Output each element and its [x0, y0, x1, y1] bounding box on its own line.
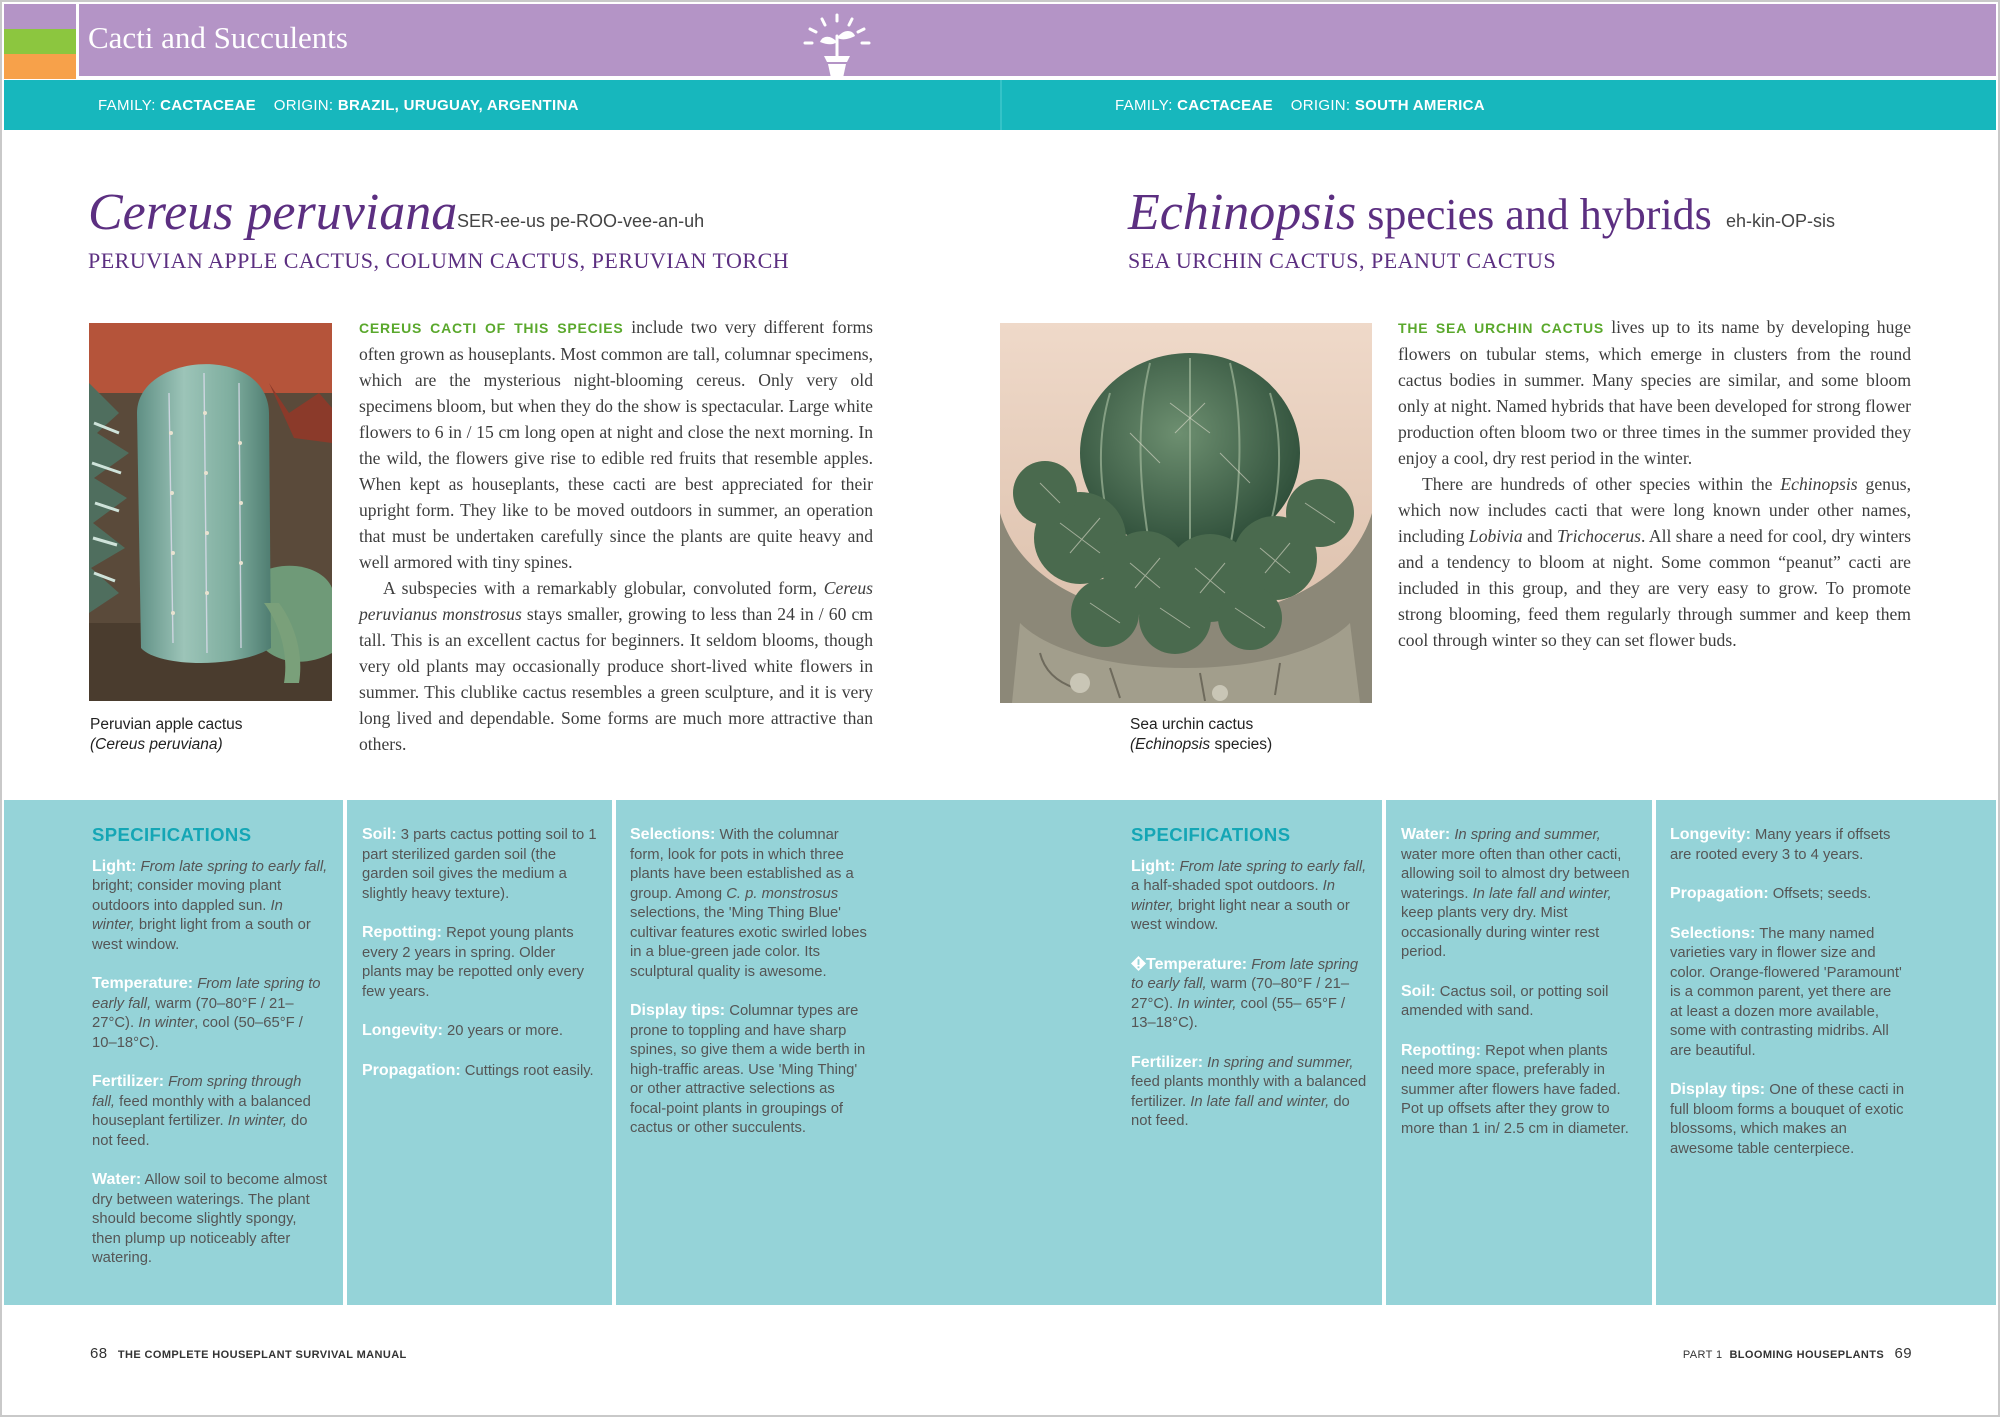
left-spec-display-tips: Display tips: Columnar types are prone to toppling and have sharp spines, so give them a wide berth in high-traffic areas. Use 'Ming Thing' or other attractive selections as focal-point plants in groupings of cactus or other succulents.	[630, 1002, 866, 1136]
right-scientific-name: Echinopsis species and hybrids	[1128, 184, 1712, 241]
right-spec-fertilizer: Fertilizer: In spring and summer, feed plants monthly with a balanced fertilizer. In late fall and winter, do not feed.	[1131, 1053, 1367, 1129]
tab-green	[4, 29, 76, 54]
left-photo-caption: Peruvian apple cactus (Cereus peruviana)	[90, 716, 243, 753]
tab-orange	[4, 54, 76, 79]
left-spec-selections: Selections: With the columnar form, look for pots in which three plants have been established as a group. Among C. p. monstrosus selections, the 'Ming Thing Blue' cultivar features exotic swirled lobes in a blue-green jade color. Its sculptural quality is awesome.	[630, 826, 867, 980]
spec-divider	[1382, 800, 1386, 1305]
color-tabs	[4, 4, 76, 80]
spec-divider	[343, 800, 347, 1305]
potted-plant-icon	[800, 12, 874, 78]
left-body-text: CEREUS CACTI OF THIS SPECIES include two very different forms often grown as houseplants. Most common are tall, columnar specimens, which are the mysterious night-blooming cereus. Only very old specimens bloom, but when they do the show is spectacular. Large white flowers to 6 in / 15 cm long open at night and close the next morning. In the wild, the flowers give rise to edible red fruits that resemble apples. When kept as houseplants, these cacti are best appreciated for their upright form. They like to be moved outdoors in summer, an operation that must be undertaken carefully since the plants are quite heavy and well armored with tiny spines. A subspecies with a remarkably globular, convoluted form, Cereus peruvianus monstrosus stays smaller, growing to less than 24 in / 60 cm tall. This is an excellent cactus for beginners. It seldom blooms, though very old plants may occasionally produce short-lived white flowers in summer. This clublike cactus resembles a green sculpture, and it is very long lived and dependable. Some forms are much more attractive than others.	[359, 317, 873, 754]
right-spec-column-3	[1670, 825, 1906, 1178]
left-spec-light: Light: From late spring to early fall, bright; consider moving plant outdoors into dappled sun. In winter, bright light from a south or west window.	[92, 857, 328, 953]
left-spec-soil: Soil: 3 parts cactus potting soil to 1 part sterilized garden soil (the garden soil gives the medium a slightly heavy texture).	[362, 826, 597, 902]
sea-urchin-cactus-photo	[1000, 323, 1372, 703]
tab-purple	[4, 4, 76, 29]
left-spec-column-3	[630, 825, 870, 1158]
spec-divider	[612, 800, 616, 1305]
left-spec-column-1	[92, 825, 328, 1288]
warning-diamond-icon	[1131, 956, 1146, 971]
left-spec-repotting: Repotting: Repot young plants every 2 years in spring. Older plants may be repotted only every few years.	[362, 924, 585, 1000]
right-page-number: 69	[1894, 1345, 1912, 1362]
left-spec-water: Water: Allow soil to become almost dry between waterings. The plant should become slightly spongy, then plump up noticeably after watering.	[92, 1171, 328, 1266]
left-page-number: 68	[90, 1345, 108, 1362]
right-photo-caption: Sea urchin cactus (Echinopsis species)	[1130, 716, 1273, 753]
left-page-footer	[90, 1345, 407, 1362]
right-spec-water: Water: In spring and summer, water more often than other cacti, allowing soil to almost dry between waterings. In late fall and winter, keep plants very dry. Mist occasionally during winter rest period.	[1401, 826, 1630, 960]
right-pronunciation: eh-kin-OP-sis	[1726, 211, 1836, 231]
right-spec-column-1	[1131, 825, 1367, 1151]
right-spec-column-2	[1401, 825, 1639, 1158]
left-family-origin: FAMILY: CACTACEAE ORIGIN: BRAZIL, URUGUAY, ARGENTINA	[98, 97, 579, 114]
right-page-footer: PART 1 BLOOMING HOUSEPLANTS 69	[1682, 1345, 1912, 1362]
right-spec-repotting: Repotting: Repot when plants need more space, preferably in summer after flowers have faded. Pot up offsets after they grow to more than 1 in/ 2.5 cm in diameter.	[1401, 1041, 1629, 1137]
left-common-names: PERUVIAN APPLE CACTUS, COLUMN CACTUS, PERUVIAN TORCH	[88, 248, 790, 273]
book-title: THE COMPLETE HOUSEPLANT SURVIVAL MANUAL	[117, 1349, 407, 1361]
right-spec-longevity: Longevity: Many years if offsets are rooted every 3 to 4 years.	[1670, 826, 1891, 863]
left-spec-longevity: Longevity: 20 years or more.	[362, 1022, 563, 1039]
chapter-title: Cacti and Succulents	[88, 20, 348, 55]
right-family-origin: FAMILY: CACTACEAE ORIGIN: SOUTH AMERICA	[1115, 97, 1485, 114]
right-body-text: THE SEA URCHIN CACTUS lives up to its name by developing huge flowers on tubular stems, which emerge in clusters from the round cactus bodies in summer. Many species are similar, and some bloom only at night. Named hybrids that have been developed for strong flower production often bloom two or three times in the summer provided they enjoy a cool, dry rest period in the winter. There are hundreds of other species within the Echinopsis genus, which now includes cacti that were long known under other names, including Lobivia and Trichocerus. All share a need for cool, dry winters and a tendency to bloom at night. Some common “peanut” cacti are included in this group, and they are very easy to grow. To promote strong blooming, feed them regularly through summer and keep them cool through winter so they can set flower buds.	[1398, 317, 1912, 650]
header-divider	[76, 4, 79, 80]
right-common-names: SEA URCHIN CACTUS, PEANUT CACTUS	[1128, 248, 1557, 273]
left-spec-temperature: Temperature: From late spring to early fall, warm (70–80°F / 21– 27°C). In winter, cool (50–65°F / 10–18°C).	[92, 975, 321, 1051]
left-pronunciation: SER-ee-us pe-ROO-vee-an-uh	[457, 211, 705, 231]
left-spec-column-2	[362, 825, 598, 1100]
section-title: BLOOMING HOUSEPLANTS	[1729, 1349, 1885, 1361]
right-spec-selections: Selections: The many named varieties vary in flower size and color. Orange-flowered 'Paramount' is a common parent, yet there are at least a dozen more available, some with contrasting midribs. All are beautiful.	[1670, 924, 1902, 1059]
right-spec-propagation: Propagation: Offsets; seeds.	[1670, 885, 1872, 902]
right-spec-light: Light: From late spring to early fall, a half-shaded spot outdoors. In winter, bright light near a south or west window.	[1131, 857, 1367, 933]
left-spec-fertilizer: Fertilizer: From spring through fall, feed monthly with a balanced houseplant fertilizer. In winter, do not feed.	[92, 1073, 311, 1149]
spec-divider	[1652, 800, 1656, 1305]
left-scientific-name: Cereus peruviana	[88, 184, 458, 241]
right-spec-heading: SPECIFICATIONS	[1131, 824, 1291, 845]
right-spec-temperature: Temperature: From late spring to early fall, warm (70–80°F / 21– 27°C). In winter, cool (55– 65°F / 13–18°C).	[1131, 955, 1359, 1031]
peruvian-apple-cactus-photo	[89, 323, 332, 701]
left-spec-heading: SPECIFICATIONS	[92, 824, 252, 845]
right-spec-display-tips: Display tips: One of these cacti in full bloom forms a bouquet of exotic blossoms, which makes an awesome table centerpiece.	[1670, 1081, 1905, 1157]
left-spec-propagation: Propagation: Cuttings root easily.	[362, 1061, 594, 1079]
right-spec-soil: Soil: Cactus soil, or potting soil amended with sand.	[1401, 982, 1609, 1019]
